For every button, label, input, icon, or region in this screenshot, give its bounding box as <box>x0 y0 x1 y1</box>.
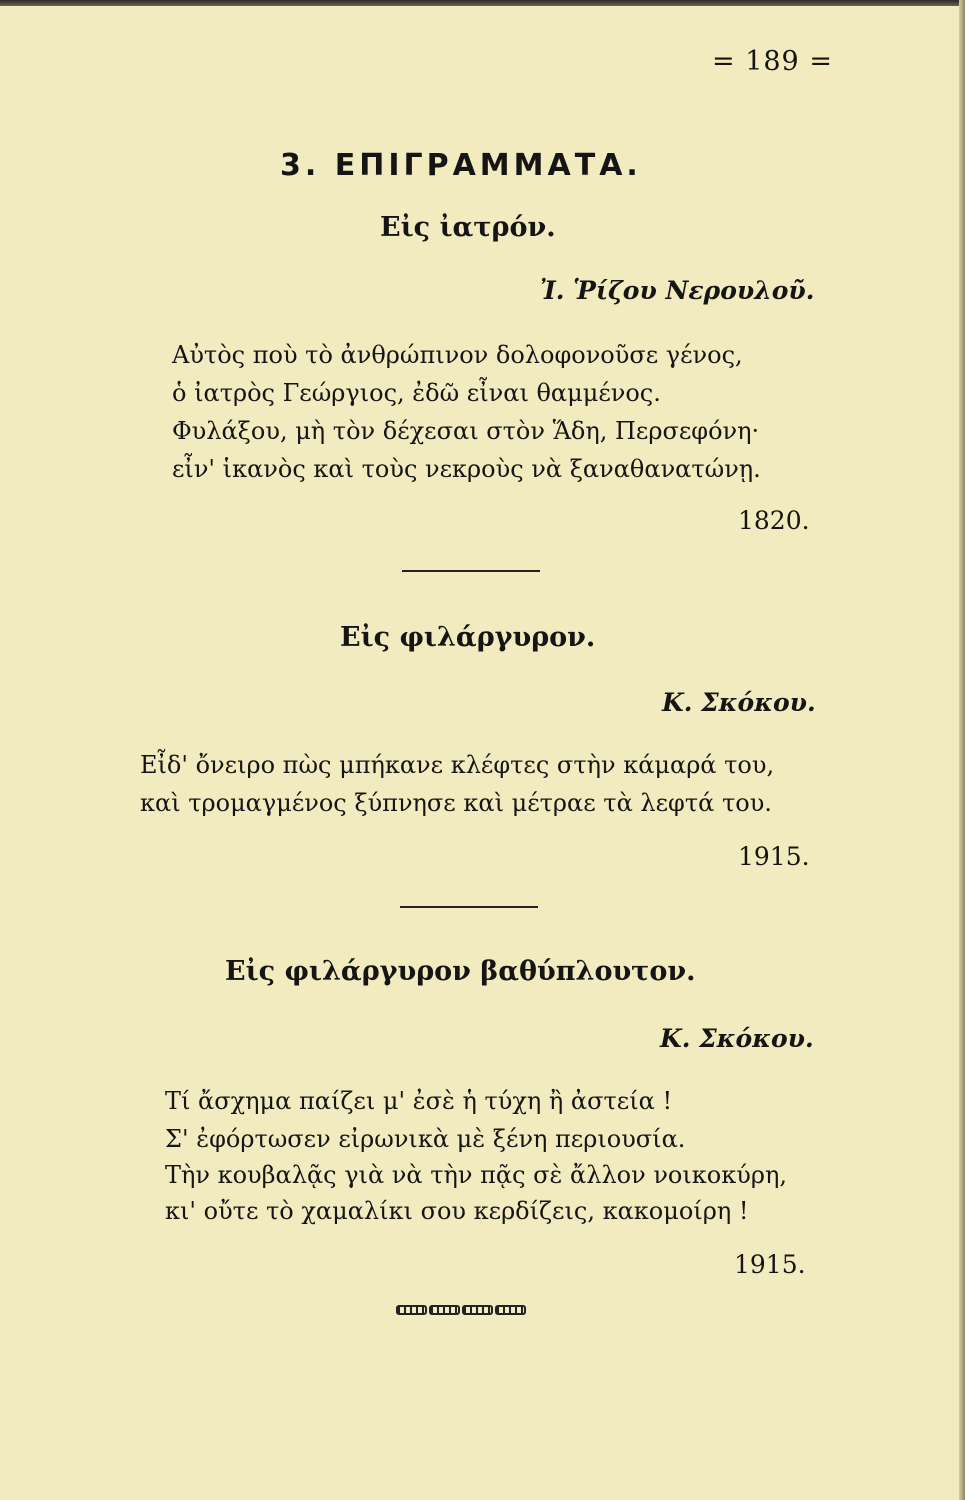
poem-author: Ἰ. Ῥίζου Νερουλοῦ. <box>540 276 815 305</box>
end-ornament <box>396 1300 536 1316</box>
section-divider <box>400 906 538 908</box>
verse-line: εἶν' ἱκανὸς καὶ τοὺς νεκροὺς νὰ ξαναθανατώνῃ. <box>172 455 761 483</box>
poem-author: Κ. Σκόκου. <box>662 688 816 717</box>
verse-line: κι' οὔτε τὸ χαμαλίκι σου κερδίζεις, κακομοίρη ! <box>165 1197 749 1225</box>
section-divider <box>402 570 540 572</box>
poem-heading: Εἰς φιλάργυρον. <box>340 622 596 653</box>
verse-line: καὶ τρομαγμένος ξύπνησε καὶ μέτραε τὰ λεφτά του. <box>140 789 772 817</box>
page-number: = 189 = <box>712 46 833 77</box>
poem-heading: Εἰς φιλάργυρον βαθύπλουτον. <box>225 956 696 987</box>
section-title: 3. ΕΠΙΓΡΑΜΜΑΤΑ. <box>280 148 642 183</box>
verse-line: Τὴν κουβαλᾷς γιὰ νὰ τὴν πᾷς σὲ ἄλλον νοικοκύρη, <box>165 1161 787 1189</box>
poem-author: Κ. Σκόκου. <box>660 1024 814 1053</box>
poem-year: 1915. <box>734 1250 806 1279</box>
verse-line: Αὐτὸς ποὺ τὸ ἀνθρώπινον δολοφονοῦσε γένος, <box>172 341 743 369</box>
verse-line: Τί ἄσχημα παίζει μ' ἐσὲ ἡ τύχη ἢ ἀστεία ! <box>165 1087 673 1115</box>
poem-year: 1820. <box>738 506 810 535</box>
page-right-edge <box>959 0 965 1500</box>
verse-line: Σ' ἐφόρτωσεν εἰρωνικὰ μὲ ξένη περιουσία. <box>165 1125 686 1153</box>
verse-line: Εἶδ' ὄνειρο πὼς μπήκανε κλέφτες στὴν κάμαρά του, <box>140 751 775 779</box>
verse-line: Φυλάξου, μὴ τὸν δέχεσαι στὸν Ἅδη, Περσεφόνη· <box>172 417 760 445</box>
verse-line: ὁ ἰατρὸς Γεώργιος, ἐδῶ εἶναι θαμμένος. <box>172 379 661 407</box>
page-top-edge <box>0 0 965 6</box>
poem-heading: Εἰς ἰατρόν. <box>380 212 556 243</box>
poem-year: 1915. <box>738 842 810 871</box>
